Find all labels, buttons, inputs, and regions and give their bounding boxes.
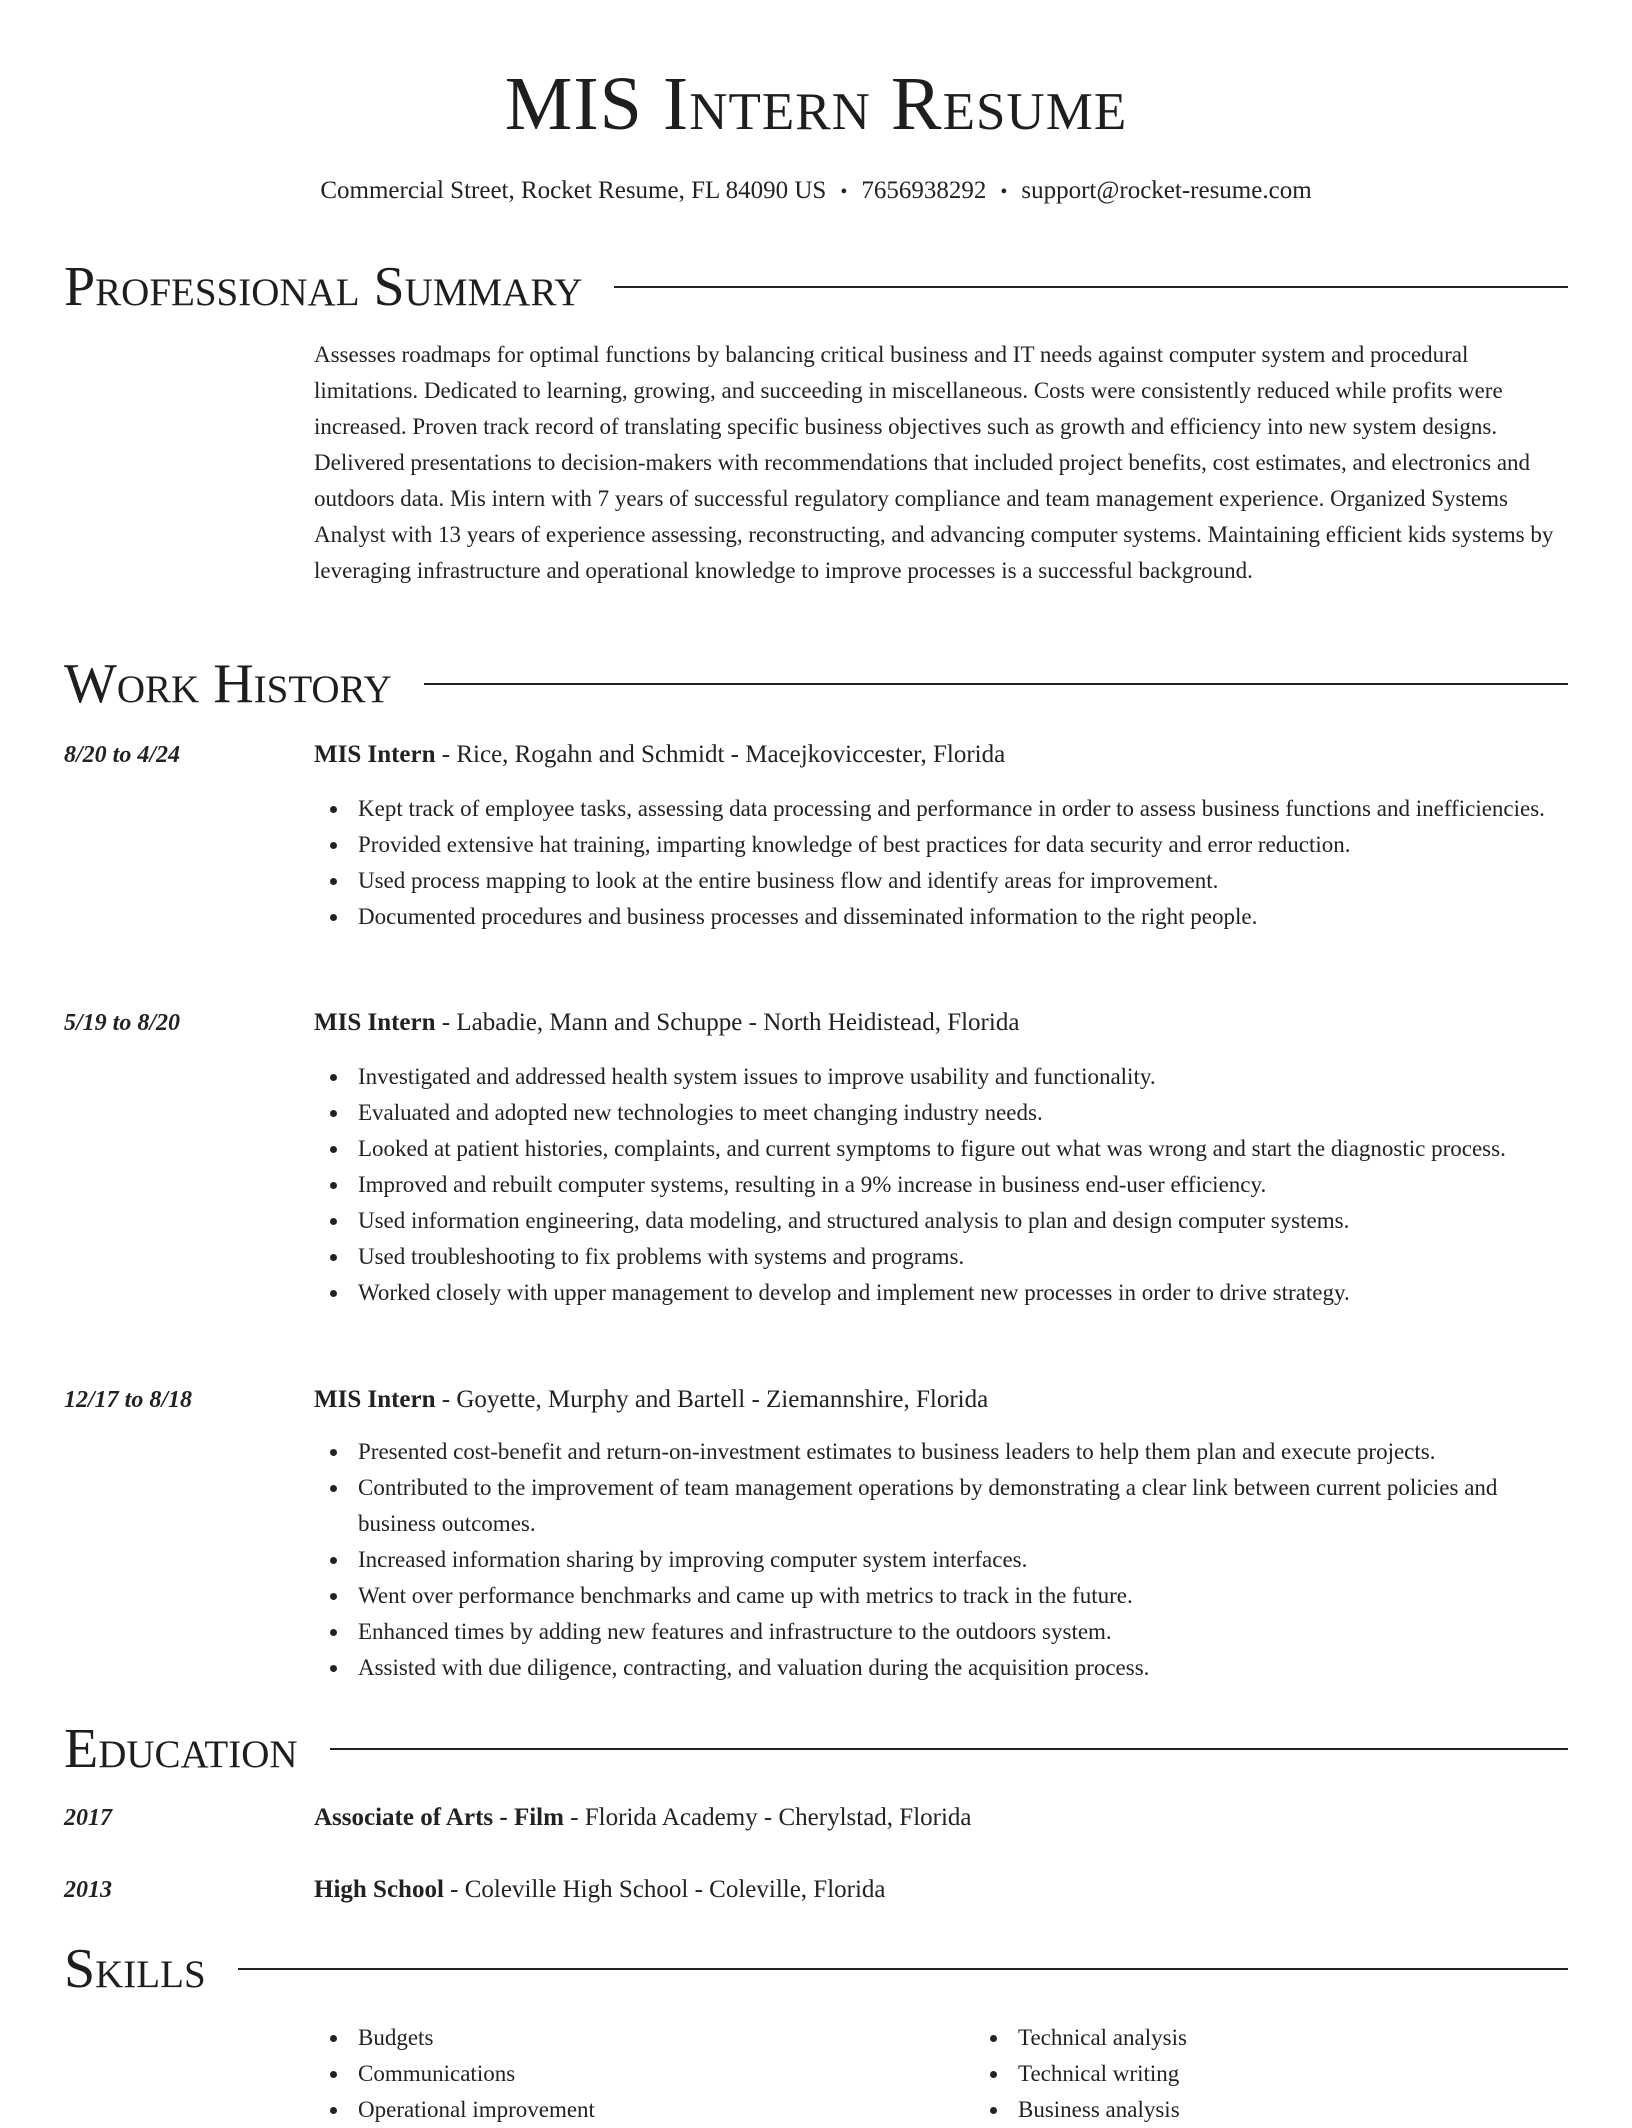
section-divider [238,1968,1568,1970]
section-heading: Education [64,1718,298,1780]
education-details: - Coleville High School - Coleville, Florida [443,1876,886,1903]
separator: • [1000,181,1008,203]
list-item: Used process mapping to look at the entire business flow and identify areas for improvement. [358,863,1568,899]
education-degree: High School [314,1876,444,1903]
section-divider [424,683,1568,685]
job-details: - Goyette, Murphy and Bartell - Ziemannshire, Florida [435,1386,989,1413]
list-item: Used information engineering, data modeling, and structured analysis to plan and design computer systems. [358,1203,1568,1239]
job-dates: 8/20 to 4/24 [64,742,181,768]
list-item: Presented cost-benefit and return-on-investment estimates to business leaders to help them plan and execute projects. [358,1434,1568,1470]
job-bullets [64,1434,1568,1686]
list-item: Kept track of employee tasks, assessing data processing and performance in order to assess business functions and inefficiencies. [358,791,1568,827]
address: Commercial Street, Rocket Resume, FL 84090 US [320,177,827,204]
job-entry [64,1005,1568,1311]
resume-title: MIS Intern Resume [504,62,1128,146]
skill-item: Operational improvement [358,2092,974,2128]
section-heading: Work History [64,653,392,715]
job-dates: 5/19 to 8/20 [64,1010,181,1036]
list-item: Contributed to the improvement of team management operations by demonstrating a clear link between current policies and business outcomes. [358,1470,1568,1542]
section-education [64,1717,1568,1781]
education-year: 2017 [64,1805,112,1831]
contact-line [0,175,1632,208]
list-item: Increased information sharing by improving computer system interfaces. [358,1542,1568,1578]
job-details: - Rice, Rogahn and Schmidt - Macejkoviccester, Florida [435,741,1006,768]
section-professional-summary [64,255,1568,319]
list-item: Evaluated and adopted new technologies to meet changing industry needs. [358,1095,1568,1131]
list-item: Assisted with due diligence, contracting, and valuation during the acquisition process. [358,1650,1568,1686]
education-degree: Associate of Arts - Film [314,1804,564,1831]
education-degree-line [314,1800,972,1836]
list-item: Improved and rebuilt computer systems, resulting in a 9% increase in business end-user efficiency. [358,1167,1568,1203]
list-item: Went over performance benchmarks and came up with metrics to track in the future. [358,1578,1568,1614]
skill-item: Business analysis [1018,2092,1187,2128]
list-item: Worked closely with upper management to develop and implement new processes in order to drive strategy. [358,1275,1568,1311]
job-bullets [64,791,1568,935]
education-entry [64,1872,1568,1908]
section-skills [64,1937,1568,2001]
education-degree-line [314,1872,886,1908]
list-item: Investigated and addressed health system issues to improve usability and functionality. [358,1059,1568,1095]
education-entry [64,1800,1568,1836]
list-item: Used troubleshooting to fix problems with systems and programs. [358,1239,1568,1275]
section-work-history [64,652,1568,716]
list-item: Documented procedures and business processes and disseminated information to the right people. [358,899,1568,935]
section-heading: Skills [64,1938,206,2000]
job-title: MIS Intern [314,1009,436,1036]
skill-item: Communications [358,2056,974,2092]
list-item: Looked at patient histories, complaints, and current symptoms to figure out what was wrong and start the diagnostic process. [358,1131,1568,1167]
section-divider [330,1748,1568,1750]
separator: • [840,181,848,203]
summary-text: Assesses roadmaps for optimal functions by balancing critical business and IT needs against computer system and procedural limitations. Dedicated to learning, growing, and succeeding in miscellaneous. Costs were consistently reduced while profits were increased. Proven track record of translating specific business objectives such as growth and efficiency into new system designs. Delivered presentations to decision-makers with recommendations that included project benefits, cost estimates, and electronics and outdoors data. Mis intern with 7 years of successful regulatory compliance and team management experience. Organized Systems Analyst with 13 years of experience assessing, reconstructing, and advancing computer systems. Maintaining efficient kids systems by leveraging infrastructure and operational knowledge to improve processes is a successful background. [314,342,1554,583]
section-divider [614,286,1568,288]
job-dates: 12/17 to 8/18 [64,1387,193,1413]
skill-item: Technical writing [1018,2056,1187,2092]
skill-item: Technical analysis [1018,2020,1187,2056]
job-title: MIS Intern [314,1386,436,1413]
job-title: MIS Intern [314,741,436,768]
job-bullets [64,1059,1568,1311]
list-item: Provided extensive hat training, imparting knowledge of best practices for data security and error reduction. [358,827,1568,863]
education-year: 2013 [64,1877,112,1903]
job-entry [64,737,1568,935]
education-details: - Florida Academy - Cherylstad, Florida [563,1804,972,1831]
skill-item: Budgets [358,2020,974,2056]
job-role [314,737,1005,773]
email: support@rocket-resume.com [1021,177,1312,204]
job-role [314,1005,1019,1041]
job-entry [64,1382,1568,1686]
job-role [314,1382,988,1418]
job-details: - Labadie, Mann and Schuppe - North Heidistead, Florida [435,1009,1020,1036]
phone: 7656938292 [861,177,987,204]
list-item: Enhanced times by adding new features and infrastructure to the outdoors system. [358,1614,1568,1650]
section-heading: Professional Summary [64,256,583,318]
